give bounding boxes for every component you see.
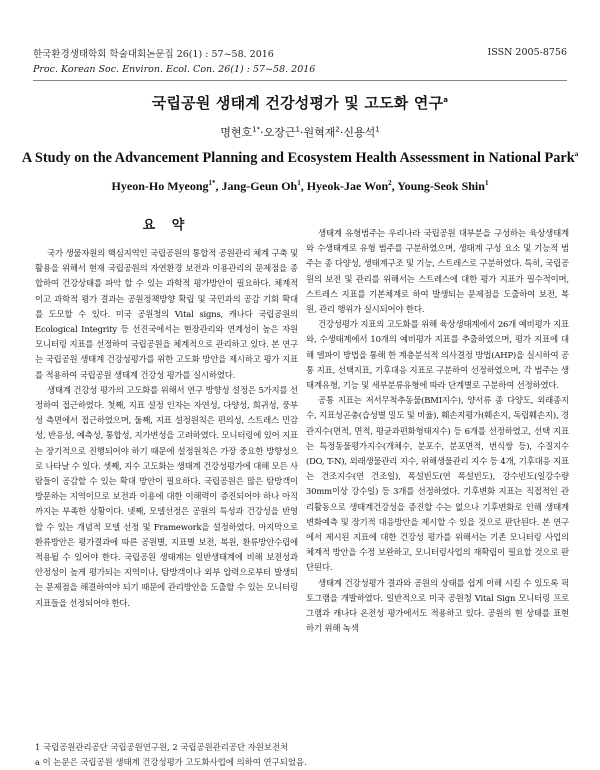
author-en-sup: 1* xyxy=(208,179,216,187)
issn: ISSN 2005-8756 xyxy=(487,47,567,58)
journal-citation-en: Proc. Korean Soc. Environ. Ecol. Con. 26(1) : 57~58. 2016 xyxy=(33,64,316,75)
title-korean-text: 국립공원 생태계 건강성평가 및 고도화 연구 xyxy=(151,94,444,112)
title-korean xyxy=(0,92,600,113)
author-en: Hyeon-Ho Myeong xyxy=(111,179,209,193)
author-ko-sup: 2 xyxy=(335,125,340,134)
author-ko: 신용석 xyxy=(343,126,376,139)
author-en-sup: 1 xyxy=(297,179,301,187)
body-paragraph: 생태계 유형범주는 우리나라 국립공원 대부분을 구성하는 육상생태계와 수생태계로 유형 범주를 구분하였으며, 생태계 구성 요소 및 기능적 범주는 종 다양성, 생태계구조 및 기능, 스트레스로 구분하였다. 특히, 국립공원의 보전 및 관리를 위해서는 스트레스에 대한 평가 지표가 필수적이며, 스트레스 지표를 기본체계로 하여 발생되는 문제점을 도출하여 보전, 복원, 관리 행위가 실시되어야 한다. xyxy=(306,228,569,315)
author-ko-sup: 1 xyxy=(375,125,380,134)
journal-citation-ko: 한국환경생태학회 학술대회논문집 26(1) : 57~58. 2016 xyxy=(33,49,274,60)
author-ko-sup: 1* xyxy=(252,125,261,134)
authors-english: Hyeon-Ho Myeong$^{1*}$, Jang-Geun Oh$^1$, Hyeok-Jae Won$^2$, Young-Seok Shin$^1$ xyxy=(111,179,489,193)
body-paragraph: 건강성평가 지표의 고도화를 위해 육상생태계에서 26개 예비평가 지표와, 수생태계에서 10개의 예비평가 지표를 추출하였으며, 평가 지표에 대해 델파이 방법을 통해 한 계층분석적 의사결정 방법(AHP)을 실시하여 공통 지표, 선택지표, 기후대응 지표로 구분하여 선정하였으며, 각 범주는 생태계유형, 기능 및 세부분류유형에 따라 단계별로 구분하여 선정하였다. xyxy=(306,319,569,391)
authors-korean: 명현호$^{1*}$·오장근$^1$·원혁재$^2$·신용석$^1$ xyxy=(220,125,380,139)
author-ko: 오장근 xyxy=(263,126,296,139)
journal-citation xyxy=(33,47,315,77)
author-ko: 명현호 xyxy=(220,126,253,139)
author-en: Hyeok-Jae Won xyxy=(306,179,389,193)
body-paragraph: 국가 생물자원의 핵심지역인 국립공원의 통합적 공원관리 체계 구축 및 활용을 위해서 현재 국립공원의 자연환경 보전과 이용관리의 문제점을 종합하여 건강상태를 파악 할 수 있는 과학적 평가방안이 필요하다. 체계적이고 과학적 평가 결과는 공원정책방향 확립 및 국민과의 공감 기회 확대를 도모할 수 있다. 미국 공원청의 Vital signs, 캐나다 국립공원의 Ecological Integrity 등 선진국에서는 현장관리와 연계성이 높은 자원 모니터링 지표를 선정하여 국립공원을 체계적으로 관리하고 있다. 본 연구는 국립공원 생태계 건강성평가를 위한 고도화 방안을 제시하고 평가 지표를 적용하여 국립공원 생태계 건강성 평가를 실시하였다. xyxy=(35,248,298,380)
body-paragraph: 생태계 건강성평가 결과와 공원의 상태를 쉽게 이해 시킬 수 있도록 픽토그램을 개발하였다. 일반적으로 미국 공원청 Vital Sign 모니터링 프로그램과 캐나다 온전성 평가에서도 적용하고 있다. 공원의 현 상태를 표현하기 위해 녹색 xyxy=(306,577,569,634)
title-korean-sup: a xyxy=(443,96,449,104)
right-column xyxy=(306,226,569,636)
title-english-text: A Study on the Advancement Planning and Ecosystem Health Assessment in National Park xyxy=(21,150,575,166)
author-en: Young-Seok Shin xyxy=(397,179,485,193)
author-ko-sup: 1 xyxy=(295,125,300,134)
title-english-sup: a xyxy=(574,150,579,159)
header-rule xyxy=(33,80,567,81)
footnote-funding: a 이 논문은 국립공원 생태계 건강성평가 고도화사업에 의하여 연구되었음. xyxy=(35,757,307,767)
abstract-heading: 요 약 xyxy=(142,218,191,233)
footnotes xyxy=(35,740,307,770)
left-column xyxy=(35,218,298,611)
body-paragraph: 공통 지표는 저서무척추동물(BMI지수), 양서류 종 다양도, 외래종지수, 지표성곤충(습성별 밀도 및 비율), 훼손지평가(훼손지, 독립훼손지), 경관지수(면적, 면적, 평균과편화형태지수) 등 6개를 선정하였고, 선택 지표는 특정동물평가지수(개체수, 분포수, 분포면적, 번식쌍 등), 수질지수(DO, T-N), 외래생물관리 지수, 위해생물관리 지수 등 4개, 기후대응 지표는 건조지수(연 건조일), 폭설빈도(연 폭설빈도), 강수빈도(일강수량 30mm이상 강수일) 등 3개를 선정하였다. 기후변화 지표는 직접적인 관리활동으로 생태계건강성을 증진할 수는 없으나 기후변화로 인해 생태계변화예측 및 장기적 대응방안을 제시할 수 있을 것으로 판단된다. 본 연구에서 제시된 지표에 대한 건강성 평가를 위해서는 기존 모니터링 사업의 체계적 방안을 수정 보완하고, 모니터링사업의 재확립이 필요할 것으로 판단된다. xyxy=(306,395,569,573)
author-en: Jang-Geun Oh xyxy=(221,179,298,193)
author-en-sup: 2 xyxy=(388,179,392,187)
footnote-affiliation: 1 국립공원관리공단 국립공원연구원, 2 국립공원관리공단 자원보전처 xyxy=(35,742,289,752)
body-paragraph: 생태계 건강성 평가의 고도화를 위해서 연구 방향성 설정은 5가지를 선정하여 접근하였다. 첫째, 지표 설정 인자는 자연성, 다양성, 희귀성, 풍부성 측면에서 접근하였으며, 둘째, 지표 설정원칙은 편의성, 스트레스 민감성, 반응성, 예측성, 통합성, 지가변성을 고려하였다. 모니터링에 있어 지표는 장기적으로 진행되어야 하기 때문에 설정원칙은 가장 중요한 방향성으로 나타날 수 있다. 셋째, 지수 고도화는 생태계 건강성평가에 대해 모든 사람들이 공감할 수 있는 확대 방안이 필요하다. 국립공원은 많은 탐방객이 방문하는 지역이므로 보전과 이용에 대한 이해력이 증진되어야 하나 아직까지는 부족한 상황이다. 넷째, 모델선정은 공원의 특성과 건강성을 반영 할 수 있는 개념적 모델 선정 및 Framework을 설정하였다. 마지막으로 환류방안은 평가결과에 따른 공원별, 지표별 보전, 복원, 환류방안수립에 적용될 수 있어야 한다. 국립공원 생태계는 일반생태계에 비해 보전성과 안정성이 높게 평가되는 지역이나, 탐방객이나 외부 압력으로부터 발생되는 문제점을 해결하여야 되기 때문에 관리방안을 도출할 수 있는 모니터링 지표들을 선정되어야 한다. xyxy=(35,384,298,608)
title-english xyxy=(0,150,600,167)
author-en-sup: 1 xyxy=(484,179,489,187)
author-ko: 원혁재 xyxy=(303,126,336,139)
